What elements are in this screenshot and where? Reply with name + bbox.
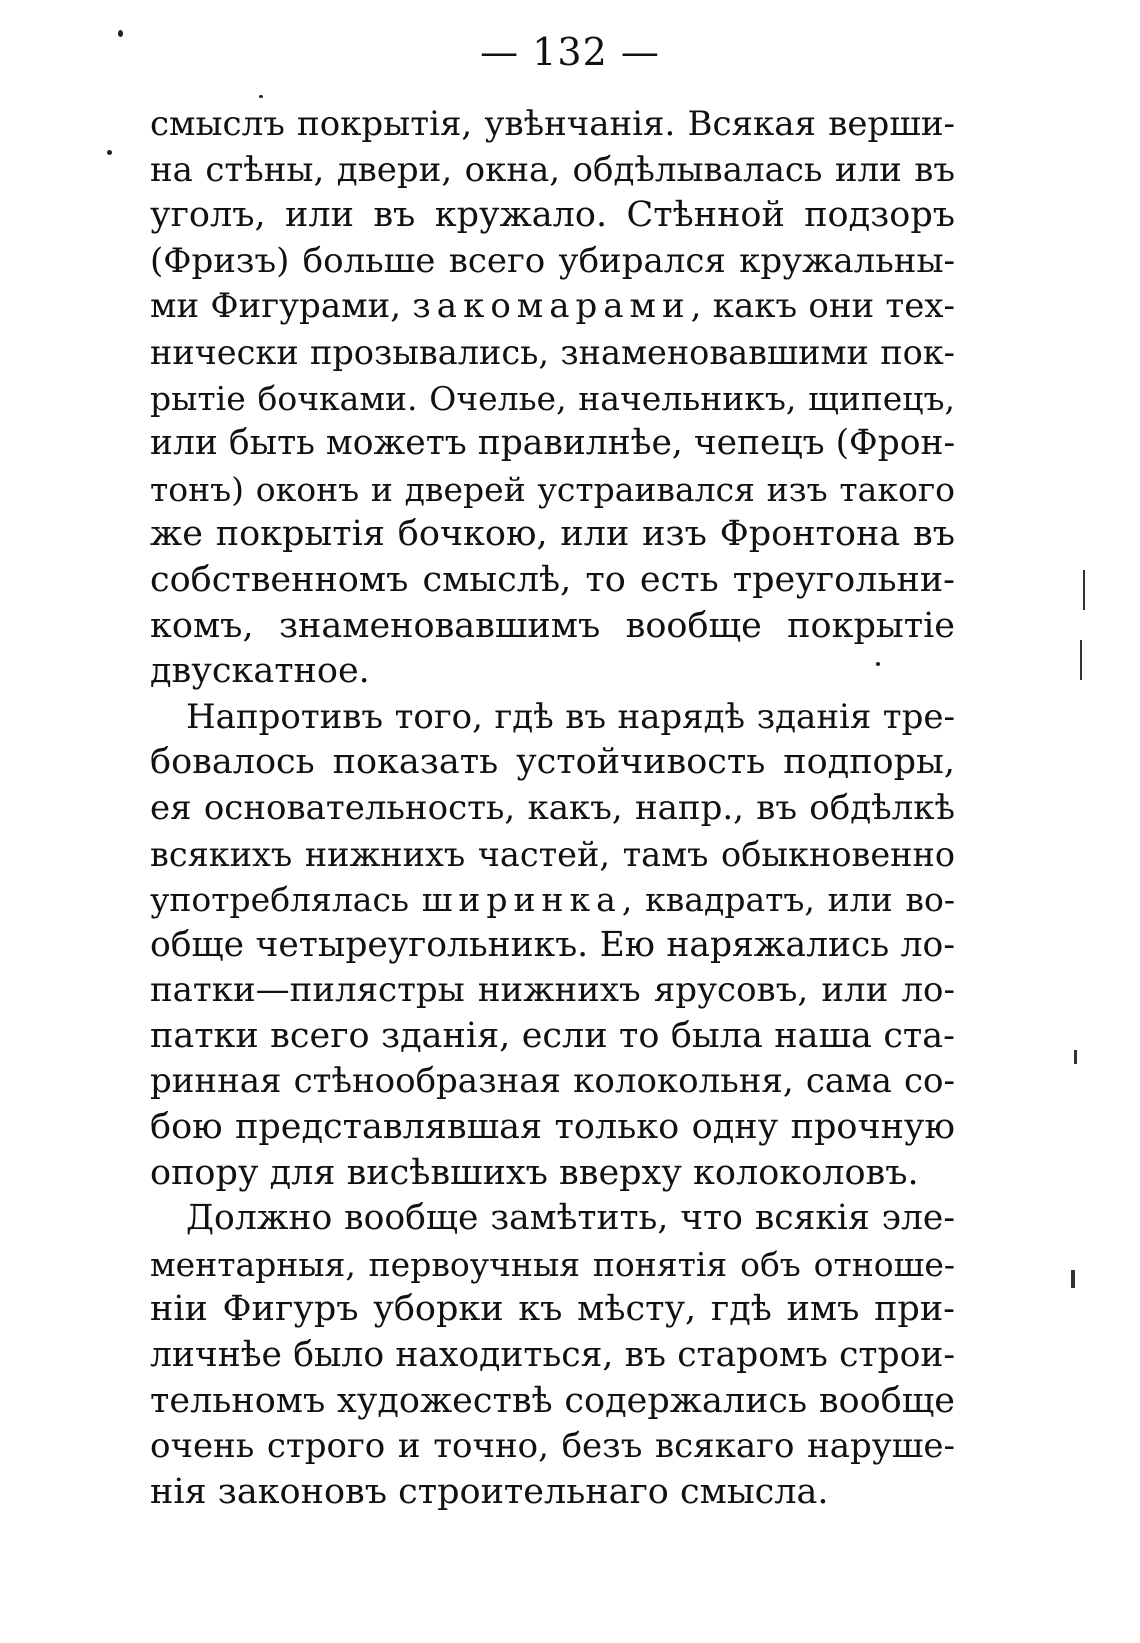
text-line: патки всего зданія, если то была наша ста- xyxy=(150,1015,955,1056)
text-line: уголъ, или въ кружало. Стѣнной подзоръ xyxy=(150,195,955,236)
text-line: же покрытія бочкою, или изъ Фронтона въ xyxy=(150,514,955,555)
text-line: бою представлявшая только одну прочную xyxy=(150,1107,955,1148)
text-line xyxy=(150,284,955,330)
text-line: собственномъ смыслѣ, то есть треугольни- xyxy=(150,559,955,600)
text-line xyxy=(150,877,955,923)
text-segment: ми Фигурами, xyxy=(150,286,413,327)
text-line: ея основательность, какъ, напр., въ обдѣлкѣ xyxy=(150,787,955,828)
text-line: всякихъ нижнихъ частей, тамъ обыкновенно xyxy=(150,834,955,874)
text-line: Должно вообще замѣтить, что всякія эле- xyxy=(186,1198,955,1239)
scan-speck xyxy=(118,30,123,37)
paragraph xyxy=(150,695,955,1197)
text-line: обще четыреугольникъ. Ею наряжались ло- xyxy=(150,924,955,965)
text-line: ментарныя, первоучныя понятія объ отноше- xyxy=(150,1244,955,1284)
text-line: опору для висѣвшихъ вверху колоколовъ. xyxy=(150,1152,919,1193)
text-segment: , какъ они тех- xyxy=(690,286,955,327)
text-line: нически прозывались, знаменовавшими пок- xyxy=(150,332,955,372)
text-line: Напротивъ того, гдѣ въ нарядѣ зданія тре- xyxy=(186,696,955,737)
text-line: тельномъ художествѣ содержались вообще xyxy=(150,1380,955,1421)
text-line: комъ, знаменовавшимъ вообще покрытіе xyxy=(150,605,955,646)
text-line: бовалось показать устойчивость подпоры, xyxy=(150,742,955,783)
paragraph xyxy=(150,1196,955,1515)
text-line: (Фризъ) больше всего убирался кружальны- xyxy=(150,240,955,281)
scan-edge-mark xyxy=(1071,1270,1075,1288)
body-text xyxy=(150,102,955,1515)
text-line: на стѣны, двери, окна, обдѣлывалась или въ xyxy=(150,149,955,190)
text-line: нія законовъ строительнаго смысла. xyxy=(150,1471,829,1512)
paragraph xyxy=(150,102,955,695)
emphasized-term: ширинка xyxy=(421,880,622,920)
text-line: рытіе бочками. Очелье, начельникъ, щипецъ, xyxy=(150,378,955,418)
text-line: патки—пилястры нижнихъ ярусовъ, или ло- xyxy=(150,970,955,1011)
text-line: или быть можетъ правилнѣе, чепецъ (Фрон- xyxy=(150,423,956,464)
emphasized-term: закомарами xyxy=(412,286,691,327)
text-line: тонъ) оконъ и дверей устраивался изъ такого xyxy=(150,469,955,509)
text-line: личнѣе было находиться, въ старомъ строи- xyxy=(150,1335,955,1376)
scan-speck xyxy=(107,150,112,155)
page-number: — 132 — xyxy=(480,30,660,74)
scan-edge-mark xyxy=(1074,1050,1077,1064)
text-line: двускатное. xyxy=(150,651,370,692)
scan-edge-mark xyxy=(1083,570,1085,610)
scan-speck xyxy=(876,662,880,666)
text-segment: употреблялась xyxy=(150,880,422,920)
scan-edge-mark xyxy=(1080,640,1082,680)
text-segment: , квадратъ, или во- xyxy=(621,880,955,920)
text-line: ніи Фигуръ уборки къ мѣсту, гдѣ имъ при- xyxy=(150,1289,955,1330)
text-line: смыслъ покрытія, увѣнчанія. Всякая верши- xyxy=(150,104,955,144)
text-line: ринная стѣнообразная колокольня, сама со- xyxy=(150,1061,955,1102)
text-line: очень строго и точно, безъ всякаго наруше- xyxy=(150,1426,955,1467)
scan-speck xyxy=(259,95,263,98)
